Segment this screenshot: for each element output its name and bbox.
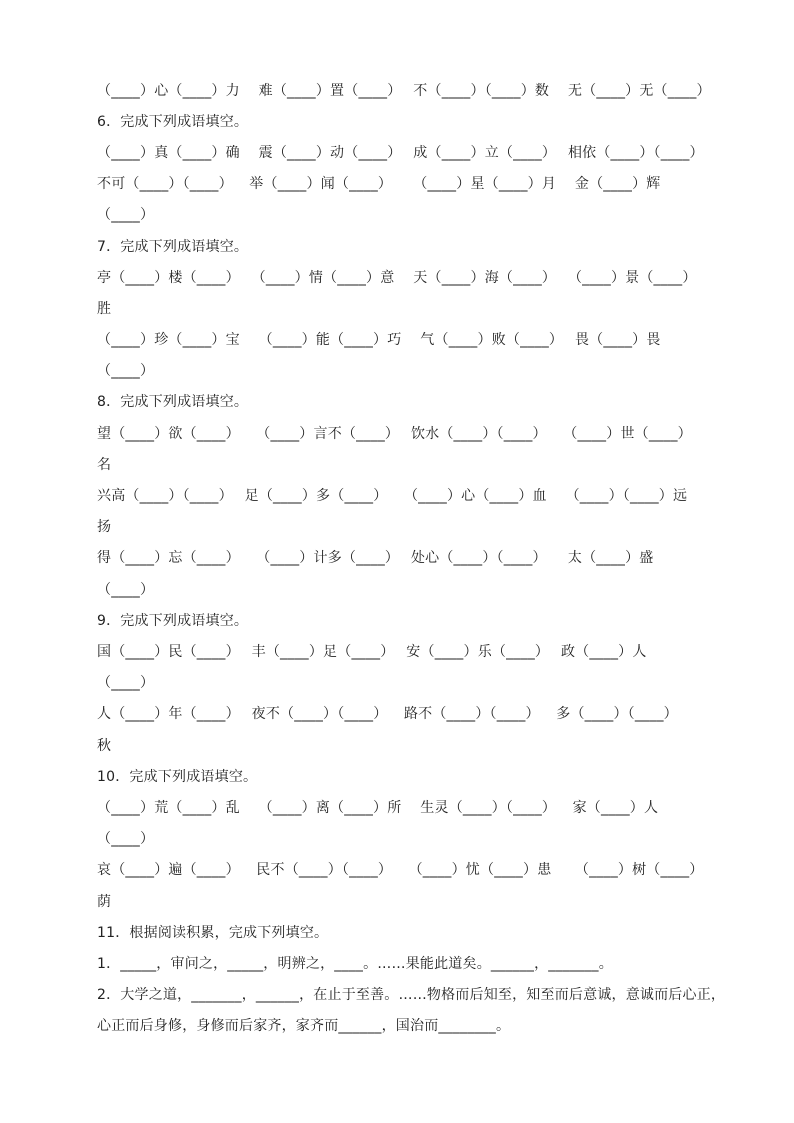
- question-6-title: 6．完成下列成语填空。: [97, 114, 249, 130]
- idiom-row: 得（____）忘（____） （____）计多（____） 处心（____）（____） 太（____）盛: [97, 550, 654, 566]
- idiom-row: 兴高（____）（____） 足（____）多（____） （____）心（____）血 （____）（____）远: [97, 488, 688, 504]
- idiom-row: 国（____）民（____） 丰（____）足（____） 安（____）乐（____） 政（____）人: [97, 644, 647, 660]
- question-9-title: 9．完成下列成语填空。: [97, 613, 249, 629]
- idiom-row-wrap: （____）: [97, 582, 155, 598]
- idiom-row-wrap: （____）: [97, 831, 155, 847]
- idiom-row: 不可（____）（____） 举（____）闻（____） （____）星（____）月 金（____）辉: [97, 176, 661, 192]
- idiom-row-wrap: 胜: [97, 301, 112, 317]
- idiom-row-wrap: （____）: [97, 207, 155, 223]
- idiom-row-wrap: 扬: [97, 519, 112, 535]
- fill-blank-line: 2．大学之道，_______，______，在止于至善。……物格而后知至，知至而后意诚，意诚而后心正，: [97, 987, 726, 1003]
- idiom-row: （____）荒（____）乱 （____）离（____）所 生灵（____）（____） 家（____）人: [97, 800, 659, 816]
- fill-blank-line: 心正而后身修，身修而后家齐，家齐而______，国治而________。: [97, 1018, 511, 1034]
- idiom-row-wrap: （____）: [97, 675, 155, 691]
- idiom-row-wrap: 荫: [97, 894, 112, 910]
- question-7-title: 7．完成下列成语填空。: [97, 239, 249, 255]
- idiom-row: （____）珍（____）宝 （____）能（____）巧 气（____）败（____） 畏（____）畏: [97, 332, 661, 348]
- idiom-row-wrap: 名: [97, 457, 112, 473]
- idiom-row: （____）心（____）力 难（____）置（____） 不（____）（____）数 无（____）无（____）: [97, 83, 711, 99]
- question-10-title: 10．完成下列成语填空。: [97, 769, 258, 785]
- idiom-row-wrap: （____）: [97, 363, 155, 379]
- idiom-row: （____）真（____）确 震（____）动（____） 成（____）立（____） 相依（____）（____）: [97, 145, 704, 161]
- idiom-row: 望（____）欲（____） （____）言不（____） 饮水（____）（____） （____）世（____）: [97, 426, 692, 442]
- question-11-title: 11．根据阅读积累，完成下列填空。: [97, 925, 329, 941]
- fill-blank-line: 1．_____，审问之，_____，明辨之，____。……果能此道矣。______，_______。: [97, 956, 613, 972]
- idiom-row: 人（____）年（____） 夜不（____）（____） 路不（____）（____） 多（____）（____）: [97, 706, 678, 722]
- idiom-row-wrap: 秋: [97, 738, 112, 754]
- idiom-row: 哀（____）遍（____） 民不（____）（____） （____）忧（____）患 （____）树（____）: [97, 862, 704, 878]
- question-8-title: 8．完成下列成语填空。: [97, 394, 249, 410]
- idiom-row: 亭（____）楼（____） （____）情（____）意 天（____）海（____） （____）景（____）: [97, 270, 697, 286]
